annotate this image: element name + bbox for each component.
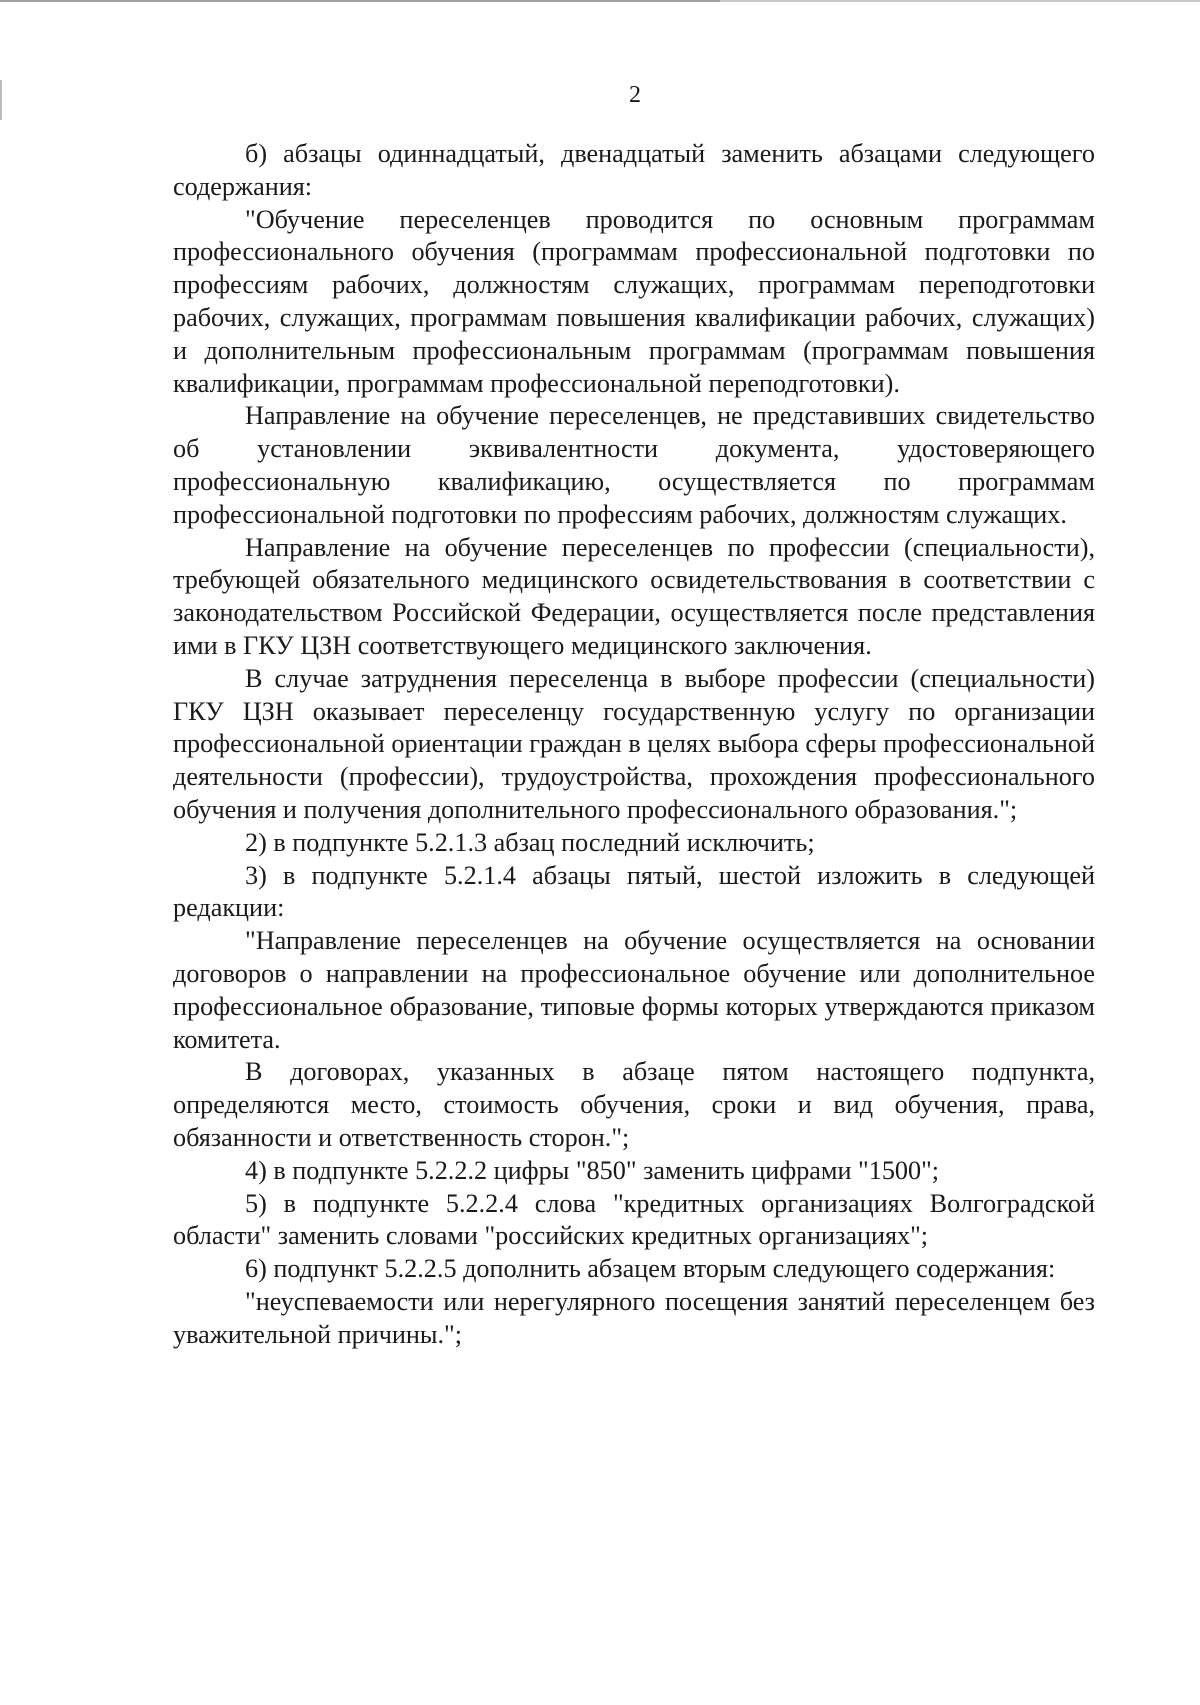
paragraph-replace-abzacy: б) абзацы одиннадцатый, двенадцатый заменить абзацами следующего содержания: (173, 139, 1095, 201)
paragraph-dogovory-napravlenie: "Направление переселенцев на обучение осуществляется на основании договоров о направлении на профессиональное обучение или дополнительное профессиональное образование, типовые формы которых утверждаются приказом комитета. (173, 926, 1095, 1054)
scan-edge-top (0, 0, 1200, 2)
paragraph-dogovory-usloviya: В договорах, указанных в абзаце пятом настоящего подпункта, определяются место, стоимость обучения, сроки и вид обучения, права, обязанности и ответственность сторон."; (173, 1057, 1095, 1152)
paragraph-item-5: 5) в подпункте 5.2.2.4 слова "кредитных организациях Волгоградской области" заменить словами "российских кредитных организациях"; (173, 1188, 1095, 1251)
paragraph-proforientaciya: В случае затруднения переселенца в выборе профессии (специальности) ГКУ ЦЗН оказывает переселенцу государственную услугу по организации профессиональной ориентации граждан в целях выбора сферы профессиональной деятельности (профессии), трудоустройства, прохождения профессионального обучения и получения дополнительного профессионального образования."; (173, 663, 1095, 824)
paragraph-neuspevaemost: "неуспеваемости или нерегулярного посещения занятий переселенцем без уважительной причины."; (173, 1286, 1095, 1349)
paragraph-medicinskoe-zaklyuchenie: Направление на обучение переселенцев по профессии (специальности), требующей обязательного медицинского освидетельствования в соответствии с законодательством Российской Федерации, осуществляется после представления ими в ГКУ ЦЗН соответствующего медицинского заключения. (173, 532, 1095, 660)
paragraph-item-2: 2) в подпункте 5.2.1.3 абзац последний исключить; (245, 827, 815, 857)
paragraph-obuchenie-programmy: "Обучение переселенцев проводится по основным программам профессионального обучения (программам профессиональной подготовки по профессиям рабочих, должностям служащих, программам переподготовки рабочих, служащих, программам повышения квалификации рабочих, служащих) и дополнительным профессиональным программам (программам повышения квалификации, программам профессиональной переподготовки). (173, 204, 1095, 398)
paragraph-napravlenie-bez-svidetelstva: Направление на обучение переселенцев, не представивших свидетельство об установлении эквивалентности документа, удостоверяющего профессиональную квалификацию, осуществляется по программам профессиональной подготовки по профессиям рабочих, должностям служащих. (173, 401, 1095, 529)
page-number: 2 (629, 82, 641, 108)
document-body (173, 138, 1095, 1351)
paragraph-item-6: 6) подпункт 5.2.2.5 дополнить абзацем вторым следующего содержания: (245, 1254, 1056, 1284)
paragraph-item-3: 3) в подпункте 5.2.1.4 абзацы пятый, шестой изложить в следующей редакции: (173, 860, 1095, 923)
paragraph-item-4: 4) в подпункте 5.2.2.2 цифры "850" заменить цифрами "1500"; (245, 1155, 940, 1185)
